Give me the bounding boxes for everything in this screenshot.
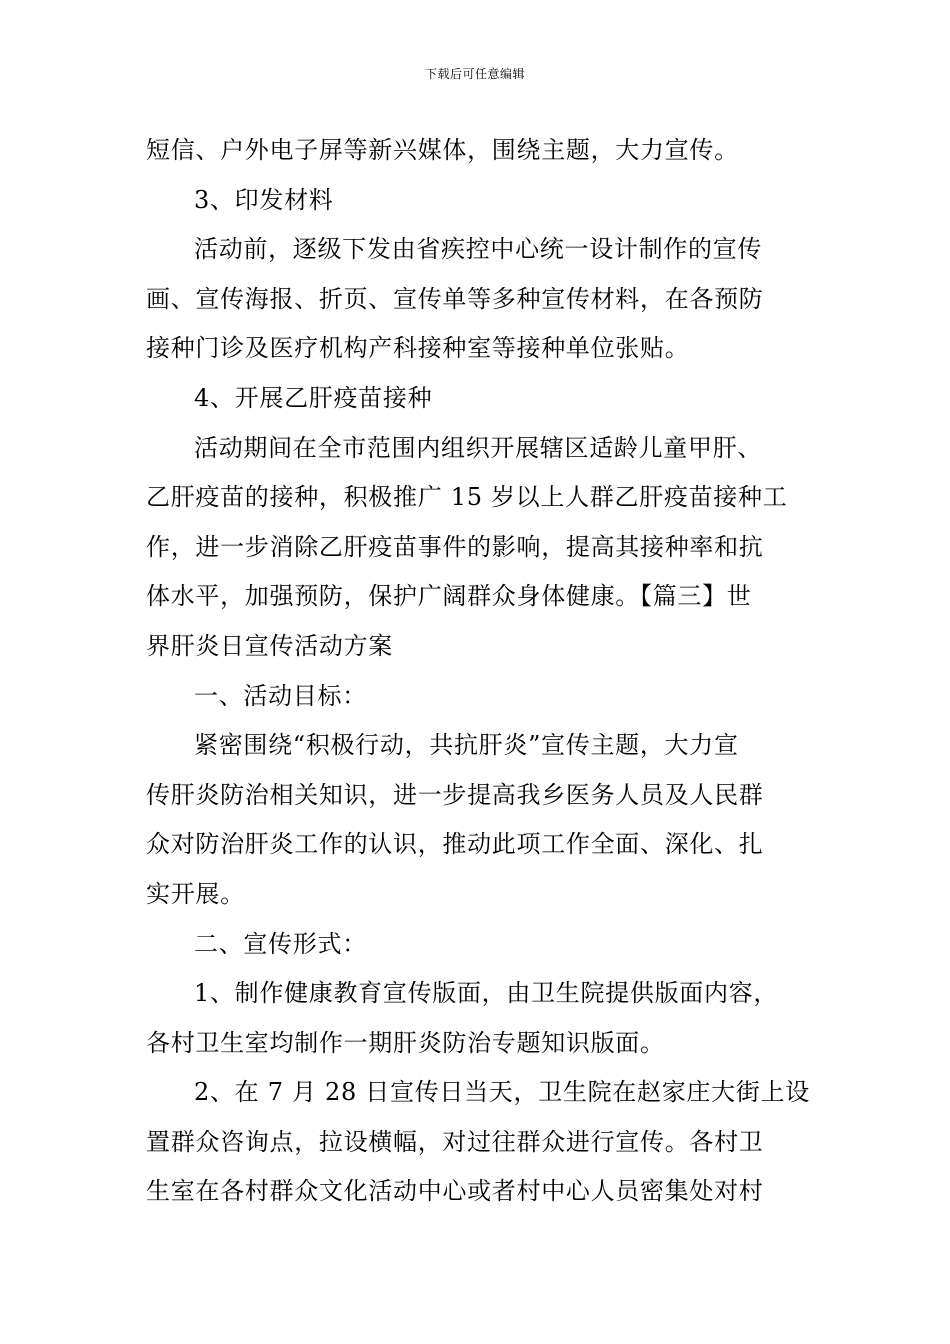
paragraph-line: 乙肝疫苗的接种，积极推广 15 岁以上人群乙肝疫苗接种工 <box>146 483 788 512</box>
paragraph-line: 界肝炎日宣传活动方案 <box>146 631 393 660</box>
paragraph-line: 体水平，加强预防，保护广阔群众身体健康。【篇三】世 <box>146 582 752 611</box>
paragraph-line: 接种门诊及医疗机构产科接种室等接种单位张贴。 <box>146 334 690 363</box>
section-heading: 4、开展乙肝疫苗接种 <box>194 383 433 412</box>
paragraph-line: 短信、户外电子屏等新兴媒体，围绕主题，大力宣传。 <box>146 136 739 164</box>
section-heading: 二、宣传形式： <box>194 929 367 958</box>
section-heading: 一、活动目标： <box>194 681 367 710</box>
paragraph-line: 传肝炎防治相关知识，进一步提高我乡医务人员及人民群 <box>146 780 764 809</box>
paragraph-line: 1、制作健康教育宣传版面，由卫生院提供版面内容， <box>194 979 779 1008</box>
page-header: 下载后可任意编辑 <box>424 67 525 81</box>
paragraph-line: 画、宣传海报、折页、宣传单等多种宣传材料，在各预防 <box>146 284 764 313</box>
paragraph-line: 作，进一步消除乙肝疫苗事件的影响，提高其接种率和抗 <box>146 532 764 561</box>
paragraph-line: 活动前，逐级下发由省疾控中心统一设计制作的宣传 <box>194 235 763 264</box>
document-body <box>146 126 808 1217</box>
paragraph-line: 紧密围绕“积极行动，共抗肝炎”宣传主题，大力宣 <box>194 731 739 760</box>
paragraph-line: 置群众咨询点，拉设横幅，对过往群众进行宣传。各村卫 <box>146 1127 764 1156</box>
paragraph-line: 实开展。 <box>146 879 245 908</box>
section-heading: 3、印发材料 <box>194 185 334 214</box>
paragraph-line: 2、在 7 月 28 日宣传日当天，卫生院在赵家庄大街上设 <box>194 1078 810 1107</box>
paragraph-line: 各村卫生室均制作一期肝炎防治专题知识版面。 <box>146 1028 665 1057</box>
paragraph-line: 活动期间在全市范围内组织开展辖区适龄儿童甲肝、 <box>194 433 763 462</box>
paragraph-line: 生室在各村群众文化活动中心或者村中心人员密集处对村 <box>146 1177 764 1206</box>
paragraph-line: 众对防治肝炎工作的认识，推动此项工作全面、深化、扎 <box>146 830 764 859</box>
